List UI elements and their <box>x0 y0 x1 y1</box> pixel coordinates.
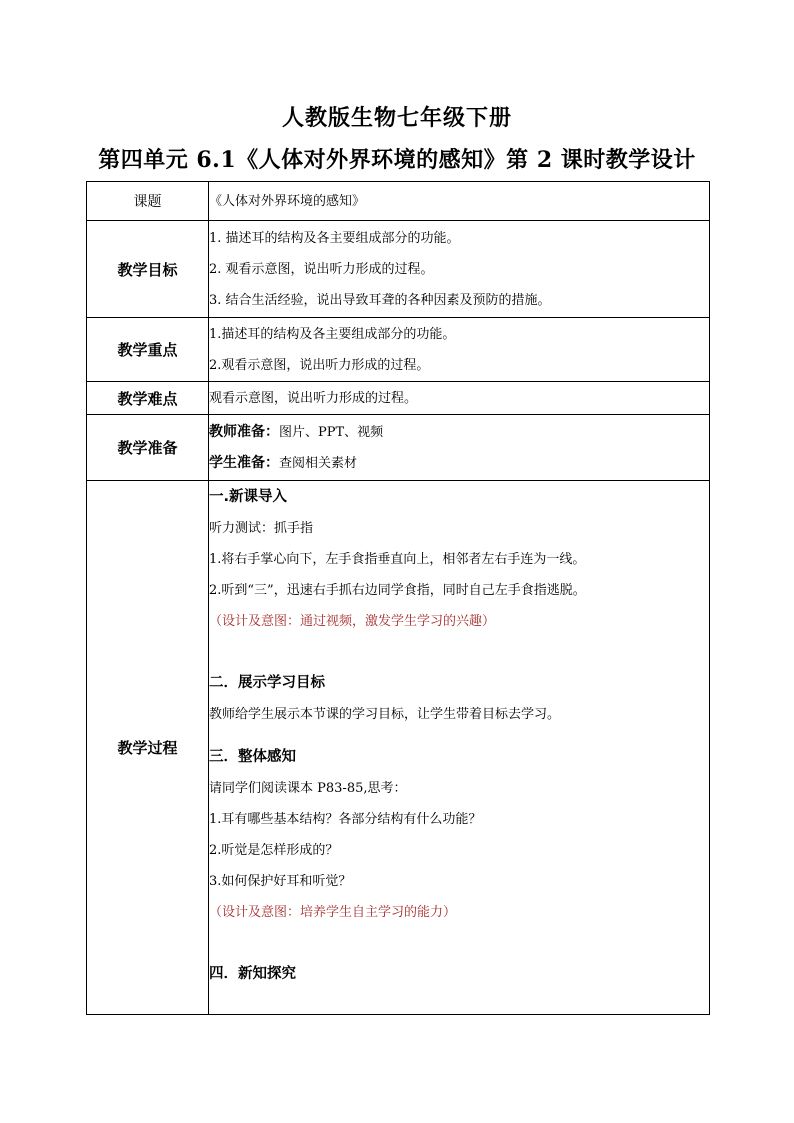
document-title: 人教版生物七年级下册 <box>281 105 512 131</box>
design-intent-note: （设计及意图：通过视频，激发学生学习的兴趣） <box>209 614 496 629</box>
objectives-row <box>87 221 710 318</box>
teacher-preparation-label: 教师准备： <box>209 423 279 440</box>
preparation-row <box>87 415 710 481</box>
key-point-item: 2.观看示意图，说出听力形成的过程。 <box>209 357 430 373</box>
objective-item: 3. 结合生活经验，说出导致耳聋的各种因素及预防的措施。 <box>209 292 551 308</box>
teacher-preparation-value: 图片、PPT、视频 <box>279 424 384 440</box>
section-heading: 二．展示学习目标 <box>209 675 325 691</box>
process-line: 听力测试：抓手指 <box>209 521 314 536</box>
process-row <box>87 481 710 1015</box>
process-line: 1.将右手掌心向下，左手食指垂直向上，相邻者左右手连为一线。 <box>209 552 586 567</box>
topic-value: 《人体对外界环境的感知》 <box>209 193 366 209</box>
objective-item: 1. 描述耳的结构及各主要组成部分的功能。 <box>209 230 460 246</box>
design-intent-note: （设计及意图：培养学生自主学习的能力） <box>209 905 457 920</box>
process-label: 教学过程 <box>87 481 209 1015</box>
objectives-label: 教学目标 <box>87 221 209 318</box>
key-points-label: 教学重点 <box>87 318 209 382</box>
topic-row <box>87 182 710 221</box>
process-line: 教师给学生展示本节课的学习目标，让学生带着目标去学习。 <box>209 707 561 722</box>
lesson-plan-table <box>86 181 710 1015</box>
process-line: 2.听到“三”，迅速右手抓右边同学食指，同时自己左手食指逃脱。 <box>209 583 586 598</box>
difficulties-value: 观看示意图，说出听力形成的过程。 <box>209 390 418 406</box>
key-point-item: 1.描述耳的结构及各主要组成部分的功能。 <box>209 326 456 342</box>
process-line: 请同学们阅读课本 P83-85,思考： <box>209 781 407 796</box>
process-line: 3.如何保护好耳和听觉？ <box>209 874 352 889</box>
difficulties-label: 教学难点 <box>87 382 209 415</box>
process-line: 1.耳有哪些基本结构？各部分结构有什么功能？ <box>209 812 482 827</box>
difficulties-row <box>87 382 710 415</box>
student-preparation <box>209 448 709 479</box>
section-heading: 三．整体感知 <box>209 749 296 765</box>
section-heading: 四．新知探究 <box>209 966 296 982</box>
student-preparation-label: 学生准备： <box>209 454 279 471</box>
teacher-preparation <box>209 417 709 448</box>
process-line: 2.听觉是怎样形成的？ <box>209 843 339 858</box>
section-heading: 一.新课导入 <box>209 489 288 505</box>
key-points-row <box>87 318 710 382</box>
student-preparation-value: 查阅相关素材 <box>279 455 358 471</box>
objective-item: 2. 观看示意图，说出听力形成的过程。 <box>209 261 434 277</box>
topic-label: 课题 <box>87 182 209 221</box>
document-subtitle: 第四单元 6.1《人体对外界环境的感知》第 2 课时教学设计 <box>98 147 696 173</box>
preparation-label: 教学准备 <box>87 415 209 481</box>
